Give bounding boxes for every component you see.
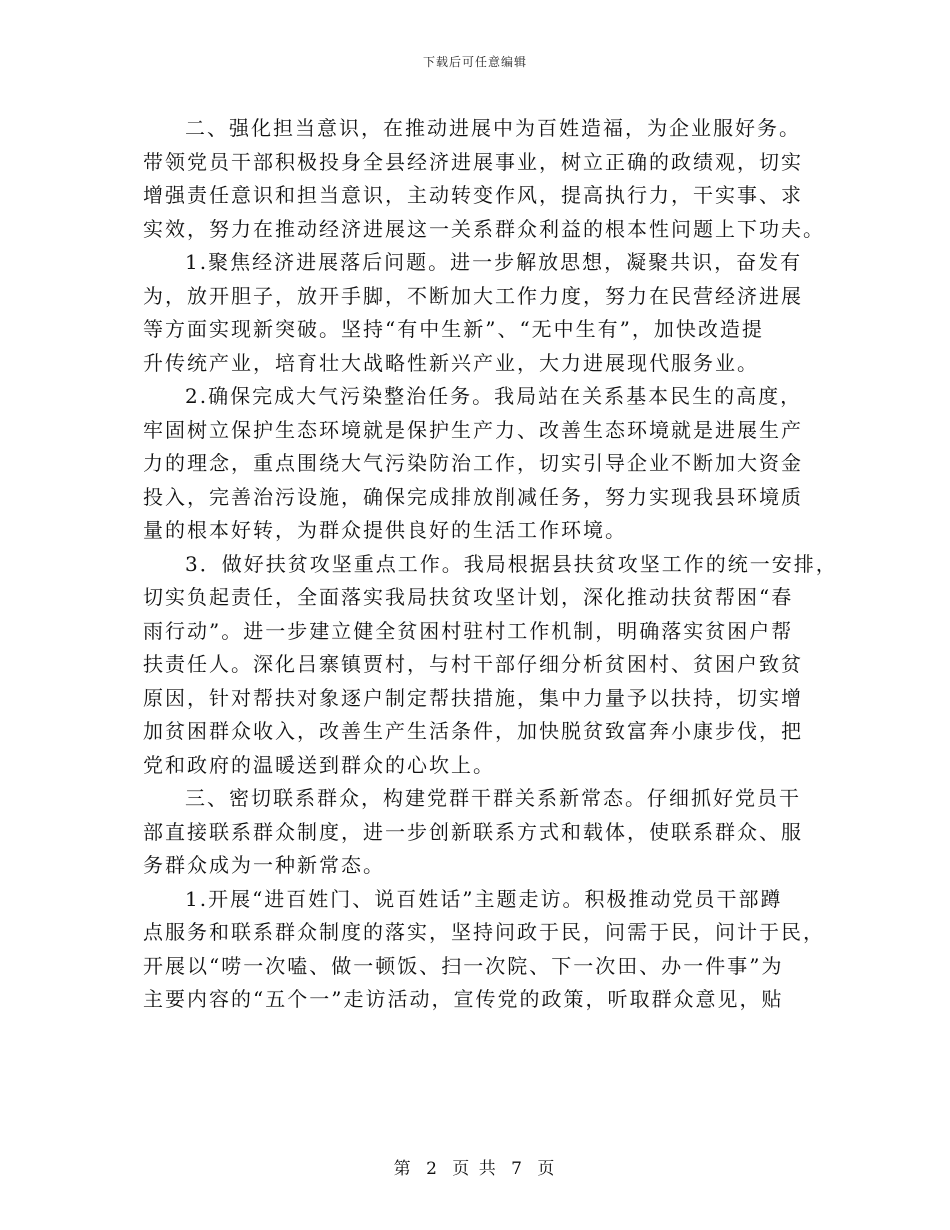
text-line: 党和政府的温暖送到群众的心坎上。 xyxy=(143,752,495,777)
text-line: 增强责任意识和担当意识，主动转变作风，提高执行力，干实事、求 xyxy=(143,183,803,207)
text-line: 点服务和联系群众制度的落实，坚持问政于民，问需于民，问计于民， xyxy=(143,920,825,944)
page-header: 下载后可任意编辑 xyxy=(422,55,527,69)
text-line: 三、密切联系群众，构建党群干群关系新常态。仔细抓好党员干 xyxy=(185,786,801,810)
text-line: 量的根本好转，为群众提供良好的生活工作环境。 xyxy=(143,518,627,542)
text-line: 投入，完善治污设施，确保完成排放削减任务，努力实现我县环境质 xyxy=(143,484,803,509)
footer-suffix: 页 xyxy=(537,1159,557,1179)
text-line: 为，放开胆子，放开手脚，不断加大工作力度，努力在民营经济进展 xyxy=(143,283,803,308)
text-line: 雨行动”。进一步建立健全贫困村驻村工作机制，明确落实贫困户帮 xyxy=(143,618,794,643)
current-page-number: 2 xyxy=(426,1159,439,1179)
text-line: 带领党员干部积极投身全县经济进展事业，树立正确的政绩观，切实 xyxy=(143,149,803,174)
text-line: 3．做好扶贫攻坚重点工作。我局根据县扶贫攻坚工作的统一安排， xyxy=(185,551,838,576)
text-line: 实效，努力在推动经济进展这一关系群众利益的根本性问题上下功夫。 xyxy=(143,216,825,241)
text-line: 务群众成为一种新常态。 xyxy=(143,853,385,877)
paragraph-item-1b xyxy=(143,883,825,1017)
footer-prefix: 第 xyxy=(393,1159,413,1179)
text-line: 原因，针对帮扶对象逐户制定帮扶措施，集中力量予以扶持，切实增 xyxy=(143,685,803,710)
text-line: 主要内容的“五个一”走访活动，宣传党的政策，听取群众意见，贴 xyxy=(143,987,784,1011)
text-line: 力的理念，重点围绕大气污染防治工作，切实引导企业不断加大资金 xyxy=(143,451,803,475)
text-line: 牢固树立保护生态环境就是保护生产力、改善生态环境就是进展生产 xyxy=(143,417,803,442)
paragraph-item-1 xyxy=(143,246,803,380)
text-line: 扶责任人。深化吕寨镇贾村，与村干部仔细分析贫困村、贫困户致贫 xyxy=(143,652,803,676)
paragraph-item-3 xyxy=(143,548,838,783)
text-line: 二、强化担当意识，在推动进展中为百姓造福，为企业服好务。 xyxy=(185,116,801,140)
text-line: 1.聚焦经济进展落后问题。进一步解放思想，凝聚共识，奋发有 xyxy=(185,250,803,274)
text-line: 切实负起责任，全面落实我局扶贫攻坚计划，深化推动扶贫帮困“春 xyxy=(143,585,794,609)
text-line: 1.开展“进百姓门、说百姓话”主题走访。积极推动党员干部蹲 xyxy=(185,886,783,911)
document-body xyxy=(143,112,838,1017)
text-line: 升传统产业，培育壮大战略性新兴产业，大力进展现代服务业。 xyxy=(143,350,759,375)
paragraph-section-two xyxy=(143,112,825,246)
text-line: 加贫困群众收入，改善生产生活条件，加快脱贫致富奔小康步伐，把 xyxy=(143,719,803,743)
page-footer xyxy=(0,1154,950,1179)
text-line: 部直接联系群众制度，进一步创新联系方式和载体，使联系群众、服 xyxy=(143,819,803,844)
text-line: 开展以“唠一次嗑、做一顿饭、扫一次院、下一次田、办一件事”为 xyxy=(143,953,784,978)
text-line: 等方面实现新突破。坚持“有中生新”、“无中生有”，加快改造提 xyxy=(143,317,764,341)
total-page-count: 7 xyxy=(511,1159,524,1179)
text-line: 2.确保完成大气污染整治任务。我局站在关系基本民生的高度， xyxy=(185,384,803,408)
footer-middle: 页 共 xyxy=(452,1159,498,1179)
paragraph-section-three xyxy=(143,782,803,883)
paragraph-item-2 xyxy=(143,380,803,548)
